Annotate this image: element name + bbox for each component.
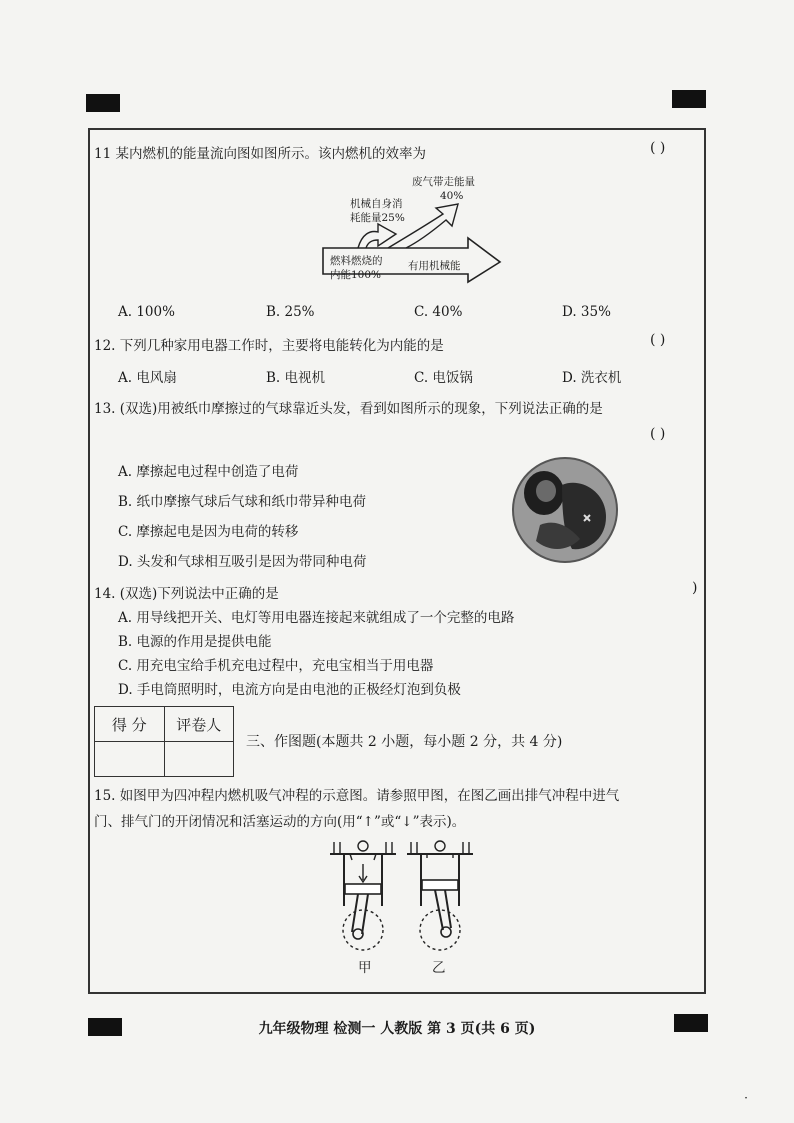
score-cell xyxy=(95,742,165,777)
q14-option-b: B. 电源的作用是提供电能 xyxy=(118,634,272,650)
diagram-exhaust-pct: 40% xyxy=(440,190,464,202)
q13-option-b: B. 纸巾摩擦气球后气球和纸巾带异种电荷 xyxy=(118,494,367,510)
diagram-self-loss-line1: 机械自身消 xyxy=(350,198,403,210)
engine-diagram-b xyxy=(405,836,475,956)
q14-option-c: C. 用充电宝给手机充电过程中，充电宝相当于用电器 xyxy=(118,658,434,674)
q12-option-c: C. 电饭锅 xyxy=(414,370,473,386)
q15-line1: 15. 如图甲为四冲程内燃机吸气冲程的示意图。请参照甲图，在图乙画出排气冲程中进气 xyxy=(94,788,620,804)
diagram-fuel-line2: 内能100% xyxy=(330,269,382,281)
q12-option-a: A. 电风扇 xyxy=(118,370,177,386)
q14-option-d: D. 手电筒照明时，电流方向是由电池的正极经灯泡到负极 xyxy=(118,682,461,698)
diagram-label-a: 甲 xyxy=(358,960,372,976)
q11-option-b: B. 25% xyxy=(266,304,315,320)
grader-cell xyxy=(164,742,234,777)
q13-stem: 13. (双选)用被纸巾摩擦过的气球靠近头发，看到如图所示的现象，下列说法正确的是 xyxy=(94,401,603,417)
q14-answer-paren: ) xyxy=(692,580,698,596)
diagram-self-loss-line2: 耗能量25% xyxy=(350,212,405,224)
q12-option-b: B. 电视机 xyxy=(266,370,326,386)
diagram-exhaust-label: 废气带走能量 xyxy=(412,176,475,188)
q11-stem: 11 某内燃机的能量流向图如图所示。该内燃机的效率为 xyxy=(94,146,426,162)
q11-answer-paren: ( ) xyxy=(650,140,666,156)
registration-mark-top-right xyxy=(672,90,706,108)
piston-down-arrow xyxy=(359,864,367,882)
engine-diagram-a xyxy=(328,836,398,956)
section-3-heading: 三、作图题(本题共 2 小题，每小题 2 分，共 4 分) xyxy=(246,734,563,750)
q12-stem: 12. 下列几种家用电器工作时，主要将电能转化为内能的是 xyxy=(94,338,444,354)
q11-option-d: D. 35% xyxy=(562,304,611,320)
diagram-useful-label: 有用机械能 xyxy=(408,260,461,272)
q12-option-d: D. 洗衣机 xyxy=(562,370,622,386)
q11-option-c: C. 40% xyxy=(414,304,463,320)
self-loss-arrow xyxy=(358,224,396,248)
q13-option-a: A. 摩擦起电过程中创造了电荷 xyxy=(118,464,299,480)
q11-option-a: A. 100% xyxy=(118,304,175,320)
score-header: 得 分 xyxy=(95,707,165,742)
diagram-label-b: 乙 xyxy=(432,960,446,976)
q13-answer-paren: ( ) xyxy=(650,426,666,442)
score-table xyxy=(94,706,234,777)
corner-tick: · xyxy=(744,1091,748,1105)
q14-option-a: A. 用导线把开关、电灯等用电器连接起来就组成了一个完整的电路 xyxy=(118,610,515,626)
registration-mark-top-left xyxy=(86,94,120,112)
grader-header: 评卷人 xyxy=(164,707,234,742)
q12-answer-paren: ( ) xyxy=(650,332,666,348)
q13-option-d: D. 头发和气球相互吸引是因为带同种电荷 xyxy=(118,554,367,570)
diagram-fuel-line1: 燃料燃烧的 xyxy=(330,255,383,267)
q13-option-c: C. 摩擦起电是因为电荷的转移 xyxy=(118,524,299,540)
q15-line2: 门、排气门的开闭情况和活塞运动的方向(用“↑”或“↓”表示)。 xyxy=(94,814,466,830)
balloon-hair-photo xyxy=(510,455,620,565)
q14-stem: 14. (双选)下列说法中正确的是 xyxy=(94,586,279,602)
page-footer: 九年级物理 检测一 人教版 第 3 页(共 6 页) xyxy=(258,1021,536,1037)
